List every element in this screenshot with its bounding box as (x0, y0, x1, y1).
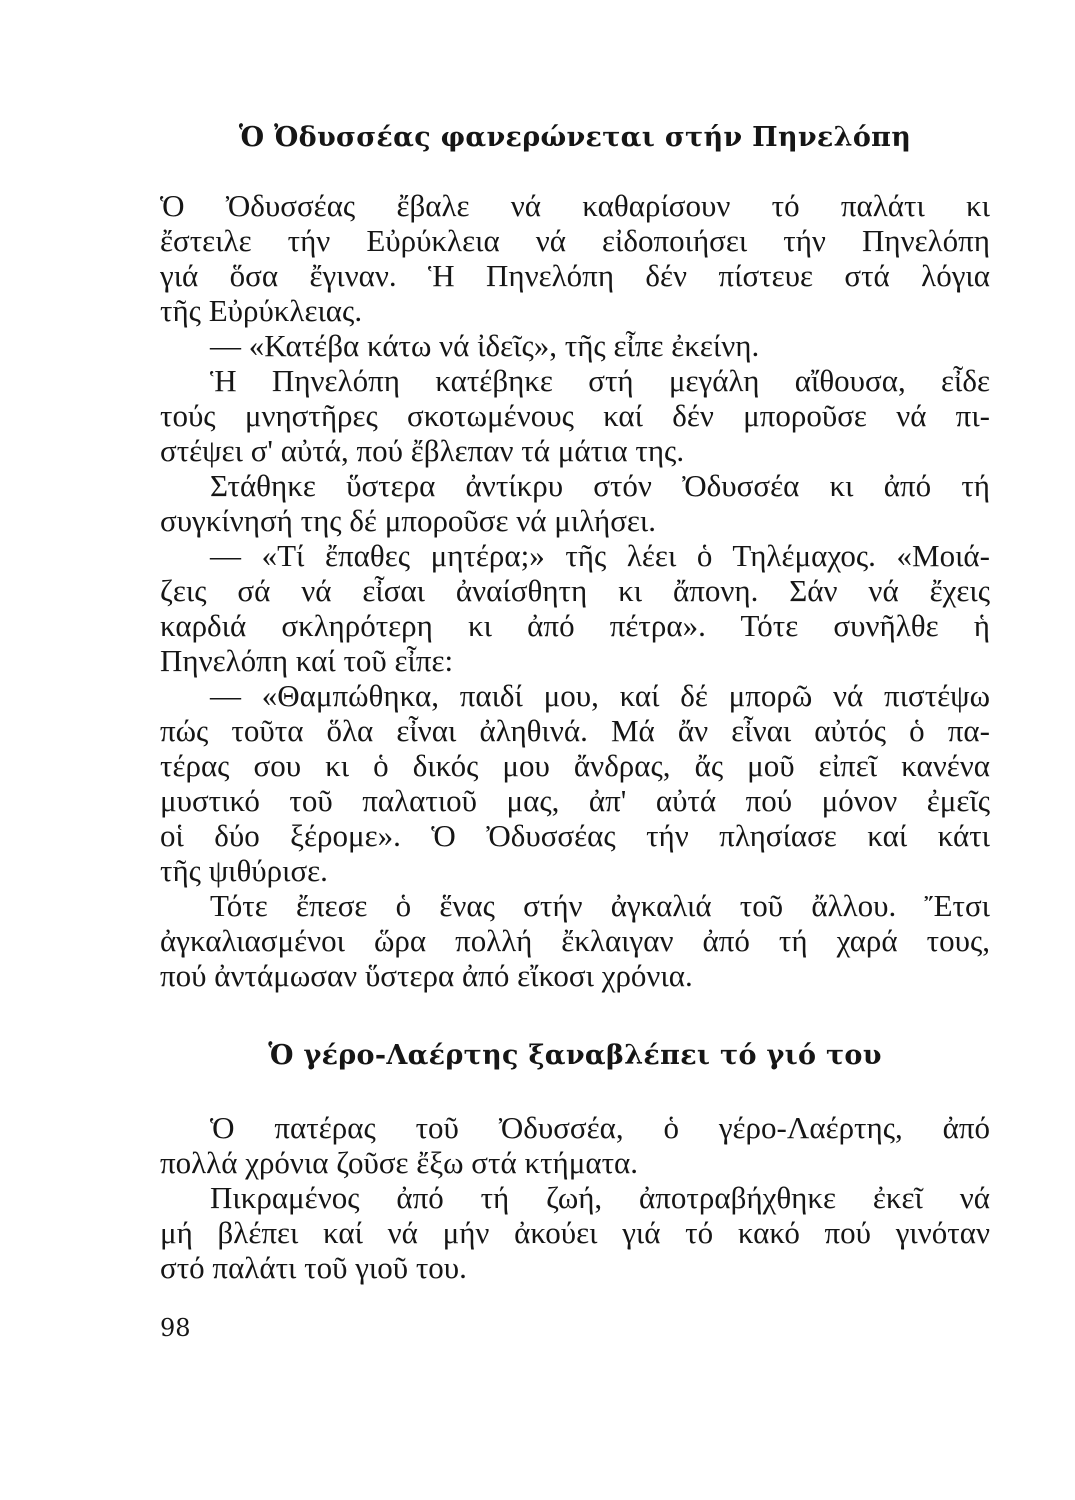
text-line: γιά ὅσα ἔγιναν. Ἡ Πηνελόπη δέν πίστευε στά λόγια (160, 258, 990, 293)
text-line: — «Τί ἔπαθες μητέρα;» τῆς λέει ὁ Τηλέμαχος. «Μοιά- (210, 538, 990, 573)
text-line: στέψει σ' αὐτά, πού ἔβλεπαν τά μάτια της. (160, 433, 685, 468)
text-line: — «Κατέβα κάτω νά ἰδεῖς», τῆς εἶπε ἐκείνη. (210, 328, 760, 363)
text-line: μή βλέπει καί νά μήν ἀκούει γιά τό κακό πού γινόταν (160, 1215, 990, 1250)
text-line: μυστικό τοῦ παλατιοῦ μας, ἀπ' αὐτά πού μόνον ἐμεῖς (160, 783, 990, 818)
text-line: τέρας σου κι ὁ δικός μου ἄνδρας, ἄς μοῦ εἰπεῖ κανένα (160, 748, 990, 783)
text-line: τῆς Εὐρύκλειας. (160, 293, 363, 328)
text-line: πώς τοῦτα ὅλα εἶναι ἀληθινά. Μά ἄν εἶναι αὐτός ὁ πα- (160, 713, 990, 748)
section-title: Ὁ Ὀδυσσέας φανερώνεται στήν Πηνελόπη (238, 122, 912, 153)
text-line: συγκίνησή της δέ μποροῦσε νά μιλήσει. (160, 503, 657, 538)
text-line: Πηνελόπη καί τοῦ εἶπε: (160, 643, 454, 678)
text-line: Στάθηκε ὕστερα ἀντίκρυ στόν Ὀδυσσέα κι ἀπό τή (210, 468, 990, 503)
page-number: 98 (160, 1314, 191, 1342)
text-line: Πικραμένος ἀπό τή ζωή, ἀποτραβήχθηκε ἐκεῖ νά (210, 1180, 990, 1215)
text-line: — «Θαμπώθηκα, παιδί μου, καί δέ μπορῶ νά πιστέψω (210, 678, 990, 713)
section-title: Ὁ γέρο-Λαέρτης ξαναβλέπει τό γιό του (268, 1040, 882, 1071)
text-line: στό παλάτι τοῦ γιοῦ του. (160, 1250, 467, 1285)
text-line: οἱ δύο ξέρομε». Ὁ Ὀδυσσέας τήν πλησίασε καί κάτι (160, 818, 990, 853)
text-line: Ἡ Πηνελόπη κατέβηκε στή μεγάλη αἴθουσα, εἶδε (210, 363, 990, 398)
text-line: καρδιά σκληρότερη κι ἀπό πέτρα». Τότε συνῆλθε ἡ (160, 608, 990, 643)
text-line: ἀγκαλιασμένοι ὥρα πολλή ἔκλαιγαν ἀπό τή χαρά τους, (160, 923, 990, 958)
text-line: ἔστειλε τήν Εὐρύκλεια νά εἰδοποιήσει τήν Πηνελόπη (160, 223, 990, 258)
text-line: πολλά χρόνια ζοῦσε ἔξω στά κτήματα. (160, 1145, 639, 1180)
text-line: τῆς ψιθύρισε. (160, 853, 328, 888)
text-line: Τότε ἔπεσε ὁ ἕνας στήν ἀγκαλιά τοῦ ἄλλου. Ἔτσι (210, 888, 990, 923)
text-line: ζεις σά νά εἶσαι ἀναίσθητη κι ἄπονη. Σάν νά ἔχεις (160, 573, 990, 608)
text-line: Ὁ Ὀδυσσέας ἔβαλε νά καθαρίσουν τό παλάτι κι (160, 188, 990, 223)
text-line: Ὁ πατέρας τοῦ Ὀδυσσέα, ὁ γέρο-Λαέρτης, ἀπό (210, 1110, 990, 1145)
text-line: πού ἀντάμωσαν ὕστερα ἀπό εἴκοσι χρόνια. (160, 958, 693, 993)
text-line: τούς μνηστῆρες σκοτωμένους καί δέν μποροῦσε νά πι- (160, 398, 990, 433)
